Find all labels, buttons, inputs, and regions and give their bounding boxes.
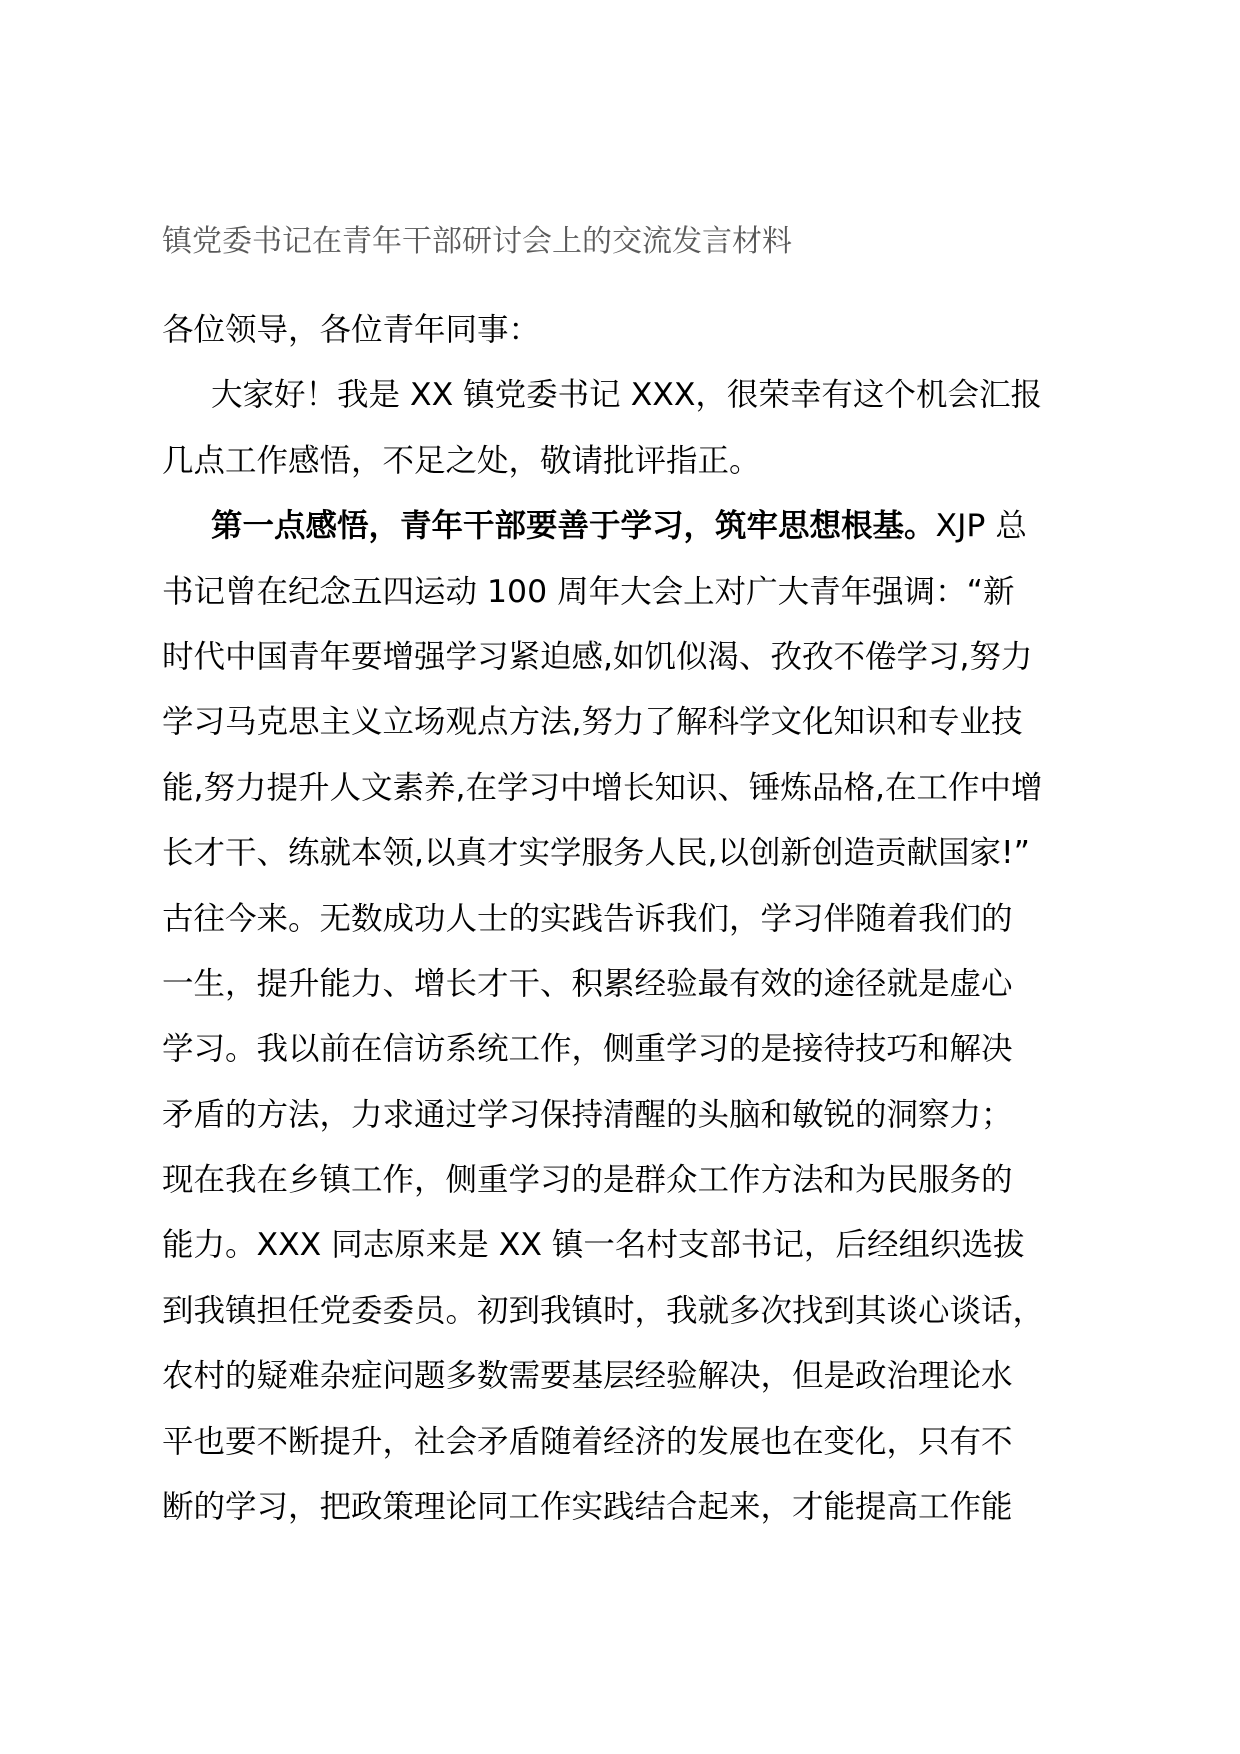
point1-line: 农村的疑难杂症问题多数需要基层经验解决，但是政治理论水 xyxy=(162,1358,1013,1395)
point1-line: 学习。我以前在信访系统工作，侧重学习的是接待技巧和解决 xyxy=(162,1031,1013,1068)
point1-line: 一生，提升能力、增长才干、积累经验最有效的途径就是虚心 xyxy=(162,965,1013,1002)
point1-line: 古往今来。无数成功人士的实践告诉我们，学习伴随着我们的 xyxy=(162,900,1013,937)
point1-line: 矛盾的方法，力求通过学习保持清醒的头脑和敏锐的洞察力； xyxy=(162,1096,1013,1133)
intro-line: 几点工作感悟，不足之处，敬请批评指正。 xyxy=(162,442,761,479)
point1-line: 现在我在乡镇工作，侧重学习的是群众工作方法和为民服务的 xyxy=(162,1162,1013,1199)
point1-line: 书记曾在纪念五四运动 100 周年大会上对广大青年强调：“新 xyxy=(162,573,1015,610)
point1-line: 平也要不断提升，社会矛盾随着经济的发展也在变化，只有不 xyxy=(162,1423,1013,1460)
point1-line: 能力。XXX 同志原来是 XX 镇一名村支部书记，后经组织选拔 xyxy=(162,1227,1025,1264)
point1-line: 断的学习，把政策理论同工作实践结合起来，才能提高工作能 xyxy=(162,1489,1013,1526)
point1-line: 到我镇担任党委委员。初到我镇时，我就多次找到其谈心谈话， xyxy=(162,1292,1045,1329)
point1-first-line xyxy=(162,494,1102,559)
point1-first-line-rest: XJP 总 xyxy=(935,508,1027,545)
point1-line: 时代中国青年要增强学习紧迫感,如饥似渴、孜孜不倦学习,努力 xyxy=(162,638,1033,675)
point1-line: 长才干、练就本领,以真才实学服务人民,以创新创造贡献国家!” xyxy=(162,835,1030,872)
point1-heading: 第一点感悟，青年干部要善于学习，筑牢思想根基。 xyxy=(211,508,936,545)
salutation: 各位领导，各位青年同事： xyxy=(162,312,541,348)
point1-line: 能,努力提升人文素养,在学习中增长知识、锤炼品格,在工作中增 xyxy=(162,769,1043,806)
document-title: 镇党委书记在青年干部研讨会上的交流发言材料 xyxy=(162,224,792,259)
intro-line: 大家好！我是 XX 镇党委书记 XXX，很荣幸有这个机会汇报 xyxy=(211,377,1042,414)
document-body xyxy=(162,298,1102,1540)
point1-line: 学习马克思主义立场观点方法,努力了解科学文化知识和专业技 xyxy=(162,704,1023,741)
